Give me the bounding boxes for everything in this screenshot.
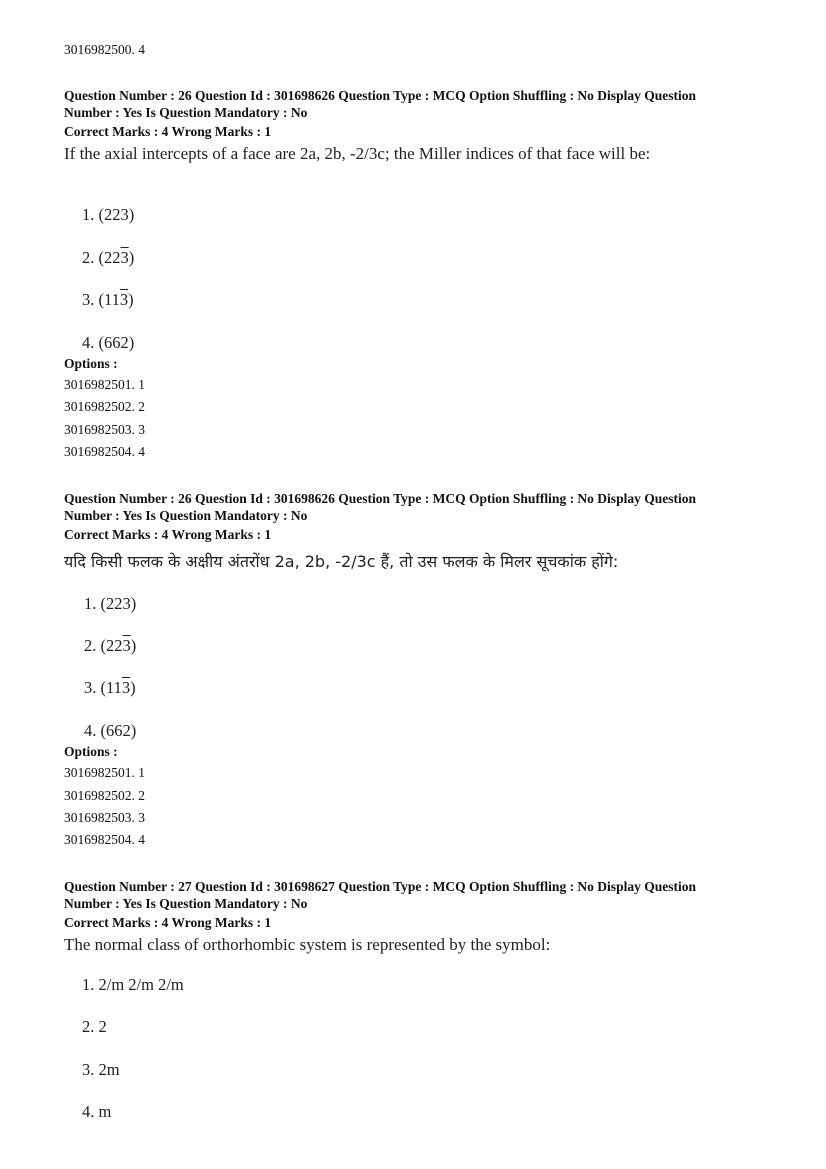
choice-number: 1. bbox=[82, 205, 95, 224]
choice-bar-digit: 3 bbox=[120, 248, 129, 267]
choice-text-end: ) bbox=[128, 290, 134, 309]
choice-text: (22 bbox=[98, 248, 121, 267]
question-meta-line: Question Number : 26 Question Id : 301698626 Question Type : MCQ Option Shuffling : No Display Question bbox=[64, 88, 696, 103]
answer-choice bbox=[82, 290, 134, 310]
question-meta-line: Question Number : 27 Question Id : 301698627 Question Type : MCQ Option Shuffling : No Display Question bbox=[64, 879, 696, 894]
option-id-line: 3016982501. 1 bbox=[64, 765, 145, 780]
answer-choice bbox=[82, 1017, 107, 1037]
option-id-line: 3016982503. 3 bbox=[64, 422, 145, 437]
choice-text: 2/m 2/m 2/m bbox=[98, 975, 184, 994]
answer-choice bbox=[84, 721, 136, 741]
option-id-line: 3016982503. 3 bbox=[64, 810, 145, 825]
choice-bar-digit: 3 bbox=[122, 636, 131, 655]
question-text: The normal class of orthorhombic system is represented by the symbol: bbox=[64, 935, 551, 954]
choice-text: (662) bbox=[100, 721, 137, 740]
question-meta-line: Number : Yes Is Question Mandatory : No bbox=[64, 508, 308, 523]
marks-line: Correct Marks : 4 Wrong Marks : 1 bbox=[64, 124, 272, 139]
choice-number: 2. bbox=[84, 636, 97, 655]
choice-number: 1. bbox=[84, 594, 97, 613]
choice-text: (11 bbox=[98, 290, 120, 309]
options-label: Options : bbox=[64, 356, 118, 371]
choice-text: (223) bbox=[100, 594, 137, 613]
choice-number: 4. bbox=[84, 721, 97, 740]
choice-bar-digit: 3 bbox=[119, 290, 129, 309]
option-id-line: 3016982504. 4 bbox=[64, 832, 145, 847]
question-text-hindi: यदि किसी फलक के अक्षीय अंतरोंध 2a, 2b, -2/3c हैं, तो उस फलक के मिलर सूचकांक होंगे: bbox=[64, 552, 619, 571]
choice-number: 2. bbox=[82, 248, 95, 267]
answer-choice bbox=[82, 205, 134, 225]
answer-choice bbox=[84, 636, 136, 656]
question-meta-line: Number : Yes Is Question Mandatory : No bbox=[64, 105, 308, 120]
previous-option-line: 3016982500. 4 bbox=[64, 42, 145, 57]
choice-text: (11 bbox=[100, 678, 122, 697]
answer-choice bbox=[84, 678, 136, 698]
question-text: If the axial intercepts of a face are 2a, 2b, -2/3c; the Miller indices of that face will be: bbox=[64, 144, 651, 163]
choice-text-end: ) bbox=[130, 636, 137, 655]
choice-bar-digit: 3 bbox=[121, 678, 131, 697]
question-meta-line: Question Number : 26 Question Id : 301698626 Question Type : MCQ Option Shuffling : No Display Question bbox=[64, 491, 696, 506]
marks-line: Correct Marks : 4 Wrong Marks : 1 bbox=[64, 527, 272, 542]
options-label: Options : bbox=[64, 744, 118, 759]
choice-text: 2m bbox=[98, 1060, 120, 1079]
choice-number: 2. bbox=[82, 1017, 95, 1036]
choice-text: 2 bbox=[98, 1017, 107, 1036]
choice-number: 4. bbox=[82, 333, 95, 352]
choice-text: (223) bbox=[98, 205, 135, 224]
answer-choice bbox=[82, 333, 134, 353]
choice-number: 3. bbox=[82, 290, 95, 309]
choice-text-end: ) bbox=[128, 248, 135, 267]
answer-choice bbox=[82, 1060, 120, 1080]
choice-text-end: ) bbox=[130, 678, 136, 697]
choice-number: 3. bbox=[82, 1060, 95, 1079]
answer-choice bbox=[82, 975, 184, 995]
question-meta-line: Number : Yes Is Question Mandatory : No bbox=[64, 896, 308, 911]
answer-choice bbox=[84, 594, 136, 614]
answer-choice bbox=[82, 1102, 111, 1122]
choice-number: 4. bbox=[82, 1102, 95, 1121]
choice-number: 1. bbox=[82, 975, 95, 994]
option-id-line: 3016982502. 2 bbox=[64, 399, 145, 414]
choice-number: 3. bbox=[84, 678, 97, 697]
choice-text: (22 bbox=[100, 636, 123, 655]
marks-line: Correct Marks : 4 Wrong Marks : 1 bbox=[64, 915, 272, 930]
option-id-line: 3016982504. 4 bbox=[64, 444, 145, 459]
choice-text: (662) bbox=[98, 333, 135, 352]
option-id-line: 3016982502. 2 bbox=[64, 788, 145, 803]
option-id-line: 3016982501. 1 bbox=[64, 377, 145, 392]
choice-text: m bbox=[98, 1102, 112, 1121]
answer-choice bbox=[82, 248, 134, 268]
